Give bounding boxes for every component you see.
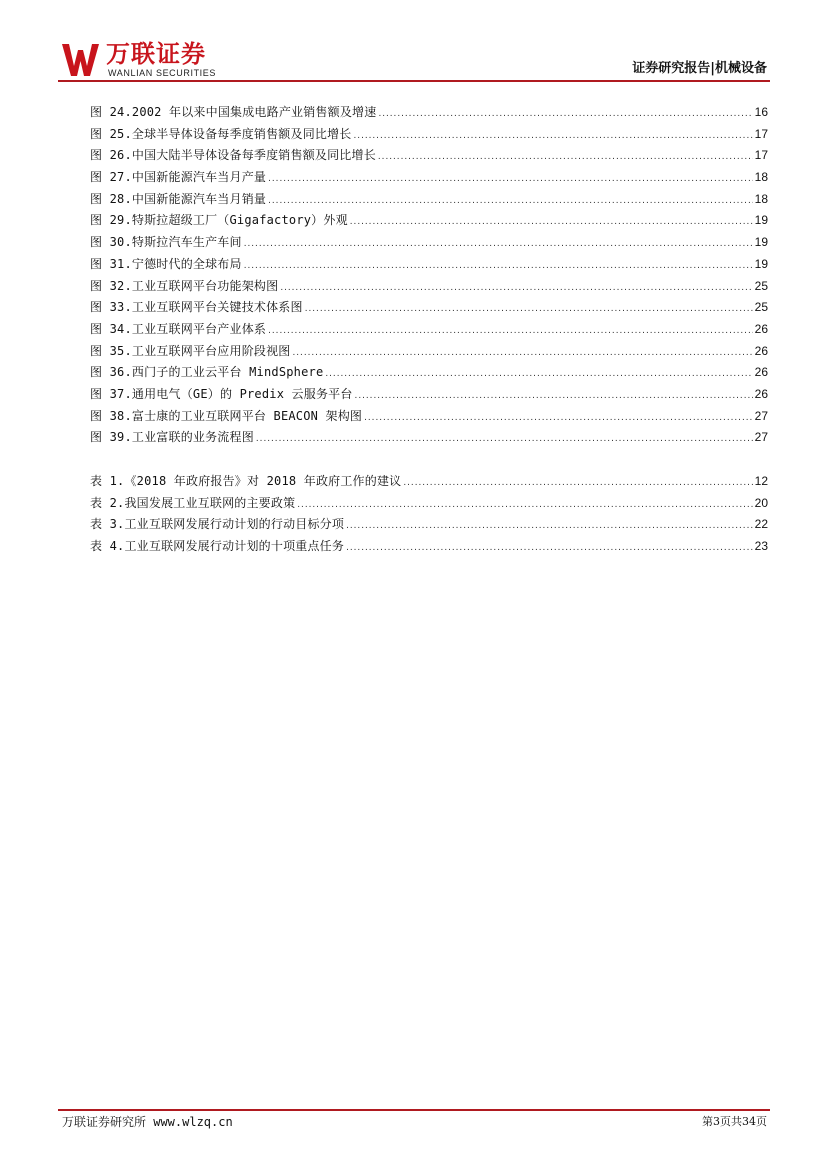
toc-dot-leader [378,151,753,162]
toc-entry-title: 表 4.工业互联网发展行动计划的十项重点任务 [90,539,345,554]
toc-entry-page: 17 [754,126,768,141]
toc-entry[interactable] [90,428,768,450]
toc-entry[interactable] [90,494,768,516]
toc-dot-leader [256,433,753,444]
toc-entry-page: 19 [754,235,768,250]
toc-entry-title: 图 29.特斯拉超级工厂（Gigafactory）外观 [90,213,348,228]
toc-entry-page: 19 [754,256,768,271]
toc-dot-leader [268,325,753,336]
toc-dot-leader [346,542,753,553]
toc-entry-page: 22 [754,517,768,532]
toc-entry[interactable] [90,385,768,407]
report-type-label: 证券研究报告|机械设备 [632,61,767,76]
toc-entry-title: 图 27.中国新能源汽车当月产量 [90,170,267,185]
toc-entry-page: 18 [754,191,768,206]
toc-entry-page: 25 [754,278,768,293]
toc-entry-page: 27 [754,430,768,445]
header-divider [58,80,770,82]
footer-divider [58,1109,770,1111]
toc-dot-leader [378,108,752,119]
toc-entry[interactable] [90,277,768,299]
toc-entry-title: 图 25.全球半导体设备每季度销售额及同比增长 [90,126,352,141]
toc-dot-leader [280,282,752,293]
toc-dot-leader [297,499,752,510]
toc-entry-page: 26 [754,386,768,401]
logo-text-en: WANLIAN SECURITIES [108,68,216,78]
toc-entry[interactable] [90,103,768,125]
wanlian-logo-icon [62,44,102,76]
toc-entry-page: 19 [754,213,768,228]
toc-entry-title: 图 37.通用电气（GE）的 Predix 云服务平台 [90,386,353,401]
toc-entry[interactable] [90,342,768,364]
toc-dot-leader [325,368,752,379]
page-number: 第3页共34页 [702,1115,767,1128]
toc-entry[interactable] [90,146,768,168]
toc-entry[interactable] [90,472,768,494]
toc-entry-page: 18 [754,170,768,185]
footer-institute: 万联证券研究所 www.wlzq.cn [62,1115,233,1129]
logo-text-cn: 万联证券 [106,40,206,68]
toc-entry-title: 图 35.工业互联网平台应用阶段视图 [90,343,291,358]
toc-dot-leader [355,390,753,401]
toc-dot-leader [244,260,753,271]
toc-entry-page: 12 [754,474,768,488]
toc-entry-title: 图 30.特斯拉汽车生产车间 [90,235,242,250]
toc-entry-page: 16 [754,105,768,119]
toc-entry-title: 图 38.富士康的工业互联网平台 BEACON 架构图 [90,408,363,423]
toc-dot-leader [403,477,752,488]
toc-entry-title: 图 32.工业互联网平台功能架构图 [90,278,279,293]
toc-dot-leader [350,216,753,227]
toc-entry[interactable] [90,298,768,320]
toc-dot-leader [354,130,753,141]
toc-entry[interactable] [90,363,768,385]
toc-entry-title: 图 34.工业互联网平台产业体系 [90,321,267,336]
toc-entry[interactable] [90,190,768,212]
toc-dot-leader [305,303,753,314]
toc-entry[interactable] [90,168,768,190]
toc-entry[interactable] [90,515,768,537]
figure-toc-list [90,103,768,450]
toc-entry[interactable] [90,537,768,559]
toc-entry-title: 图 24.2002 年以来中国集成电路产业销售额及增速 [90,105,377,119]
toc-entry-title: 图 39.工业富联的业务流程图 [90,430,254,445]
toc-entry-title: 表 3.工业互联网发展行动计划的行动目标分项 [90,517,345,532]
toc-entry[interactable] [90,255,768,277]
toc-entry[interactable] [90,320,768,342]
toc-entry[interactable] [90,211,768,233]
page-header [0,0,827,82]
toc-dot-leader [293,347,753,358]
toc-entry[interactable] [90,407,768,429]
toc-entry-page: 20 [754,495,768,510]
toc-entry-page: 23 [754,539,768,554]
toc-entry-title: 图 31.宁德时代的全球布局 [90,256,242,271]
toc-dot-leader [268,173,753,184]
toc-entry-title: 表 1.《2018 年政府报告》对 2018 年政府工作的建议 [90,474,402,488]
toc-dot-leader [244,238,753,249]
toc-entry-title: 图 28.中国新能源汽车当月销量 [90,191,267,206]
toc-entry-title: 图 33.工业互联网平台关键技术体系图 [90,300,303,315]
toc-entry-page: 26 [754,365,768,380]
toc-entry-page: 27 [754,408,768,423]
toc-entry-title: 图 26.中国大陆半导体设备每季度销售额及同比增长 [90,148,376,163]
toc-entry-title: 表 2.我国发展工业互联网的主要政策 [90,495,296,510]
toc-entry-page: 25 [754,300,768,315]
toc-entry[interactable] [90,233,768,255]
toc-dot-leader [268,195,753,206]
toc-entry-page: 17 [754,148,768,163]
toc-entry-title: 图 36.西门子的工业云平台 MindSphere [90,365,324,380]
toc-dot-leader [364,412,753,423]
table-toc-list [90,472,768,559]
toc-entry[interactable] [90,125,768,147]
toc-entry-page: 26 [754,343,768,358]
toc-dot-leader [346,520,753,531]
toc-entry-page: 26 [754,321,768,336]
